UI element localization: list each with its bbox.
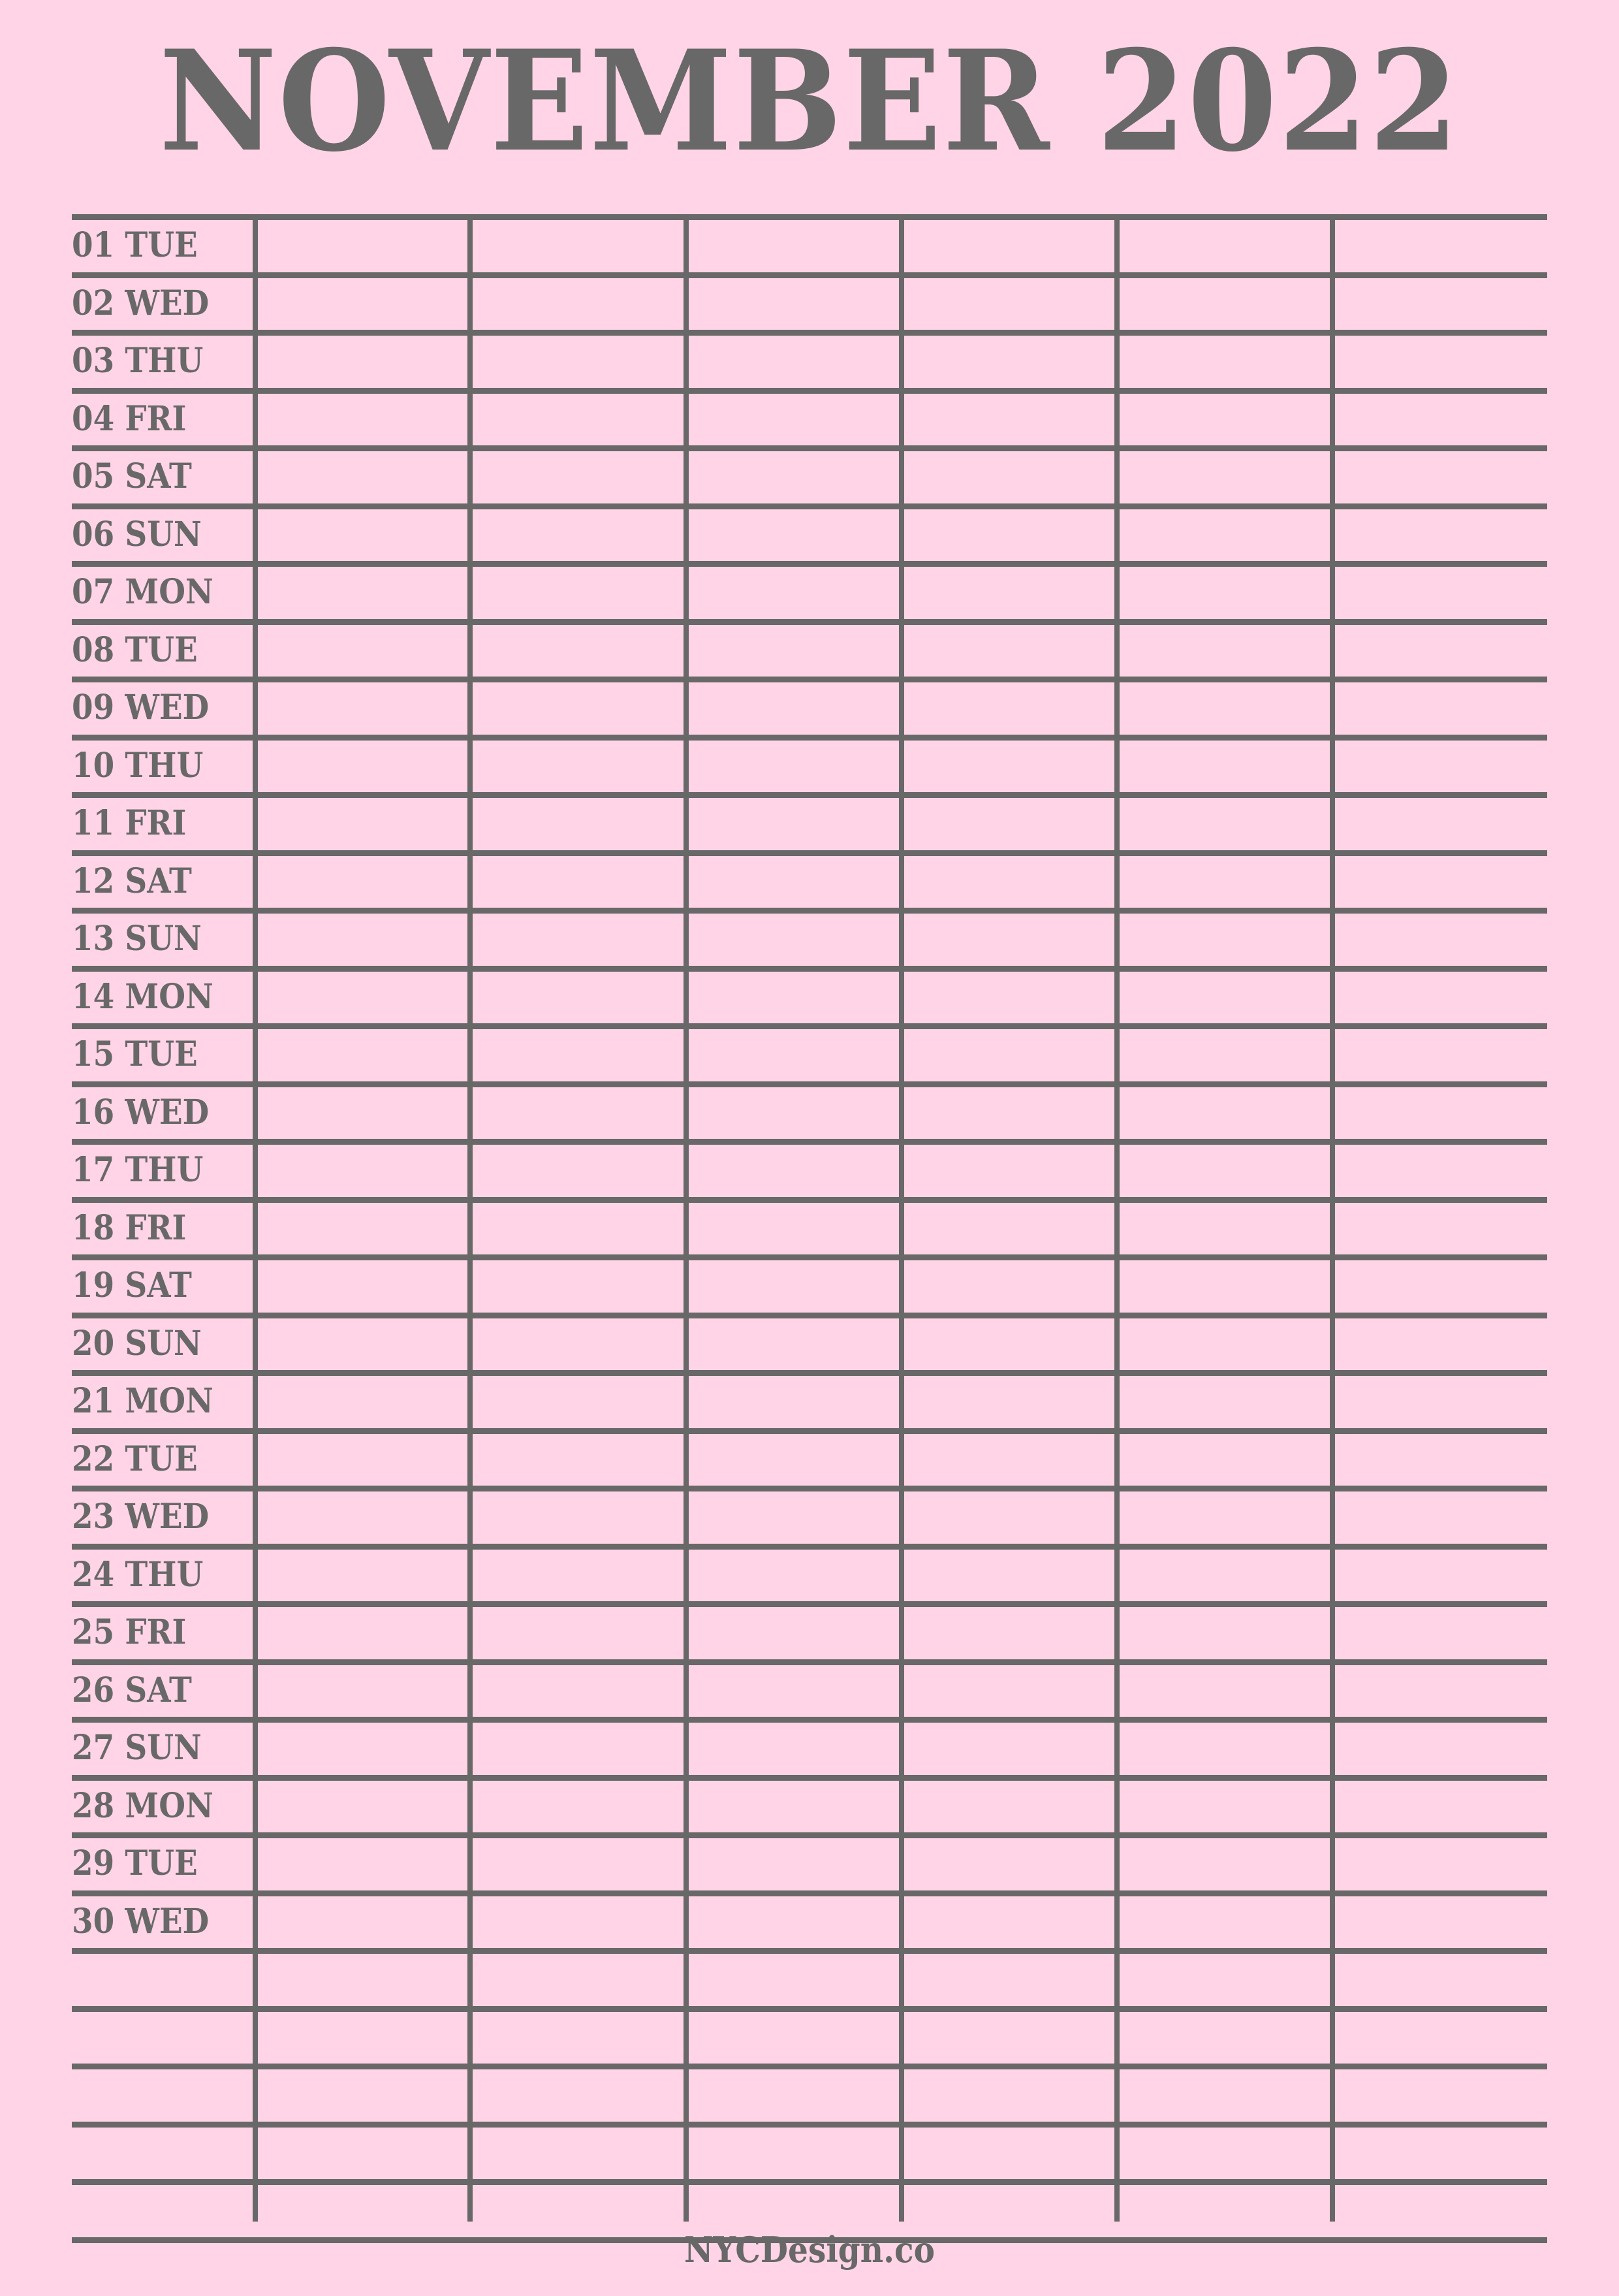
day-label: 15 TUE <box>72 1034 198 1074</box>
row-line <box>72 1601 1547 1607</box>
day-label: 14 MON <box>72 977 213 1017</box>
row-line <box>72 1775 1547 1781</box>
row-line <box>72 1313 1547 1318</box>
day-label: 24 THU <box>72 1555 204 1595</box>
row-line <box>72 1023 1547 1029</box>
row-line <box>72 1254 1547 1260</box>
row-line <box>72 792 1547 798</box>
day-label: 13 SUN <box>72 919 202 959</box>
row-line <box>72 1659 1547 1665</box>
day-label: 23 WED <box>72 1497 210 1537</box>
row-line <box>72 1832 1547 1838</box>
day-label: 25 FRI <box>72 1612 187 1652</box>
row-line <box>72 735 1547 741</box>
day-label: 27 SUN <box>72 1728 202 1768</box>
row-line <box>72 2179 1547 2185</box>
row-line <box>72 1717 1547 1723</box>
day-label: 20 SUN <box>72 1324 202 1363</box>
row-line <box>72 214 1547 220</box>
row-line <box>72 330 1547 336</box>
row-line <box>72 2122 1547 2128</box>
day-label: 01 TUE <box>72 225 198 265</box>
row-line <box>72 445 1547 451</box>
row-line <box>72 1948 1547 1954</box>
day-label: 16 WED <box>72 1092 210 1132</box>
page-title: NOVEMBER 2022 <box>159 20 1460 182</box>
column-divider <box>1114 217 1120 2222</box>
row-line <box>72 1197 1547 1203</box>
row-line <box>72 1081 1547 1087</box>
row-line <box>72 2006 1547 2012</box>
day-label: 04 FRI <box>72 399 187 439</box>
day-label: 30 WED <box>72 1902 210 1941</box>
row-line <box>72 908 1547 914</box>
column-divider <box>253 217 258 2222</box>
row-line <box>72 850 1547 856</box>
row-line <box>72 272 1547 278</box>
day-label: 12 SAT <box>72 861 192 901</box>
row-line <box>72 677 1547 682</box>
day-label: 02 WED <box>72 283 210 323</box>
row-line <box>72 1428 1547 1434</box>
day-label: 08 TUE <box>72 630 198 670</box>
day-label: 19 SAT <box>72 1266 192 1305</box>
day-label: 05 SAT <box>72 456 192 496</box>
day-label: 21 MON <box>72 1381 213 1421</box>
column-divider <box>899 217 904 2222</box>
row-line <box>72 561 1547 567</box>
day-label: 22 TUE <box>72 1439 198 1479</box>
column-divider <box>1330 217 1335 2222</box>
row-line <box>72 1370 1547 1376</box>
row-line <box>72 503 1547 509</box>
row-line <box>72 1139 1547 1145</box>
day-label: 07 MON <box>72 572 213 612</box>
row-line <box>72 619 1547 625</box>
row-line <box>72 966 1547 972</box>
footer-brand: NYCDesign.co <box>684 2229 935 2271</box>
day-label: 17 THU <box>72 1150 204 1190</box>
column-divider <box>684 217 689 2222</box>
day-label: 18 FRI <box>72 1208 187 1248</box>
day-label: 29 TUE <box>72 1843 198 1883</box>
day-label: 06 SUN <box>72 515 202 554</box>
day-label: 03 THU <box>72 341 204 381</box>
day-label: 26 SAT <box>72 1670 192 1710</box>
day-label: 09 WED <box>72 688 210 727</box>
day-label: 11 FRI <box>72 803 187 843</box>
row-line <box>72 388 1547 394</box>
column-divider <box>467 217 473 2222</box>
row-line <box>72 1544 1547 1550</box>
row-line <box>72 1890 1547 1896</box>
row-line <box>72 2064 1547 2069</box>
row-line <box>72 1486 1547 1491</box>
day-label: 10 THU <box>72 746 204 786</box>
day-label: 28 MON <box>72 1786 213 1826</box>
